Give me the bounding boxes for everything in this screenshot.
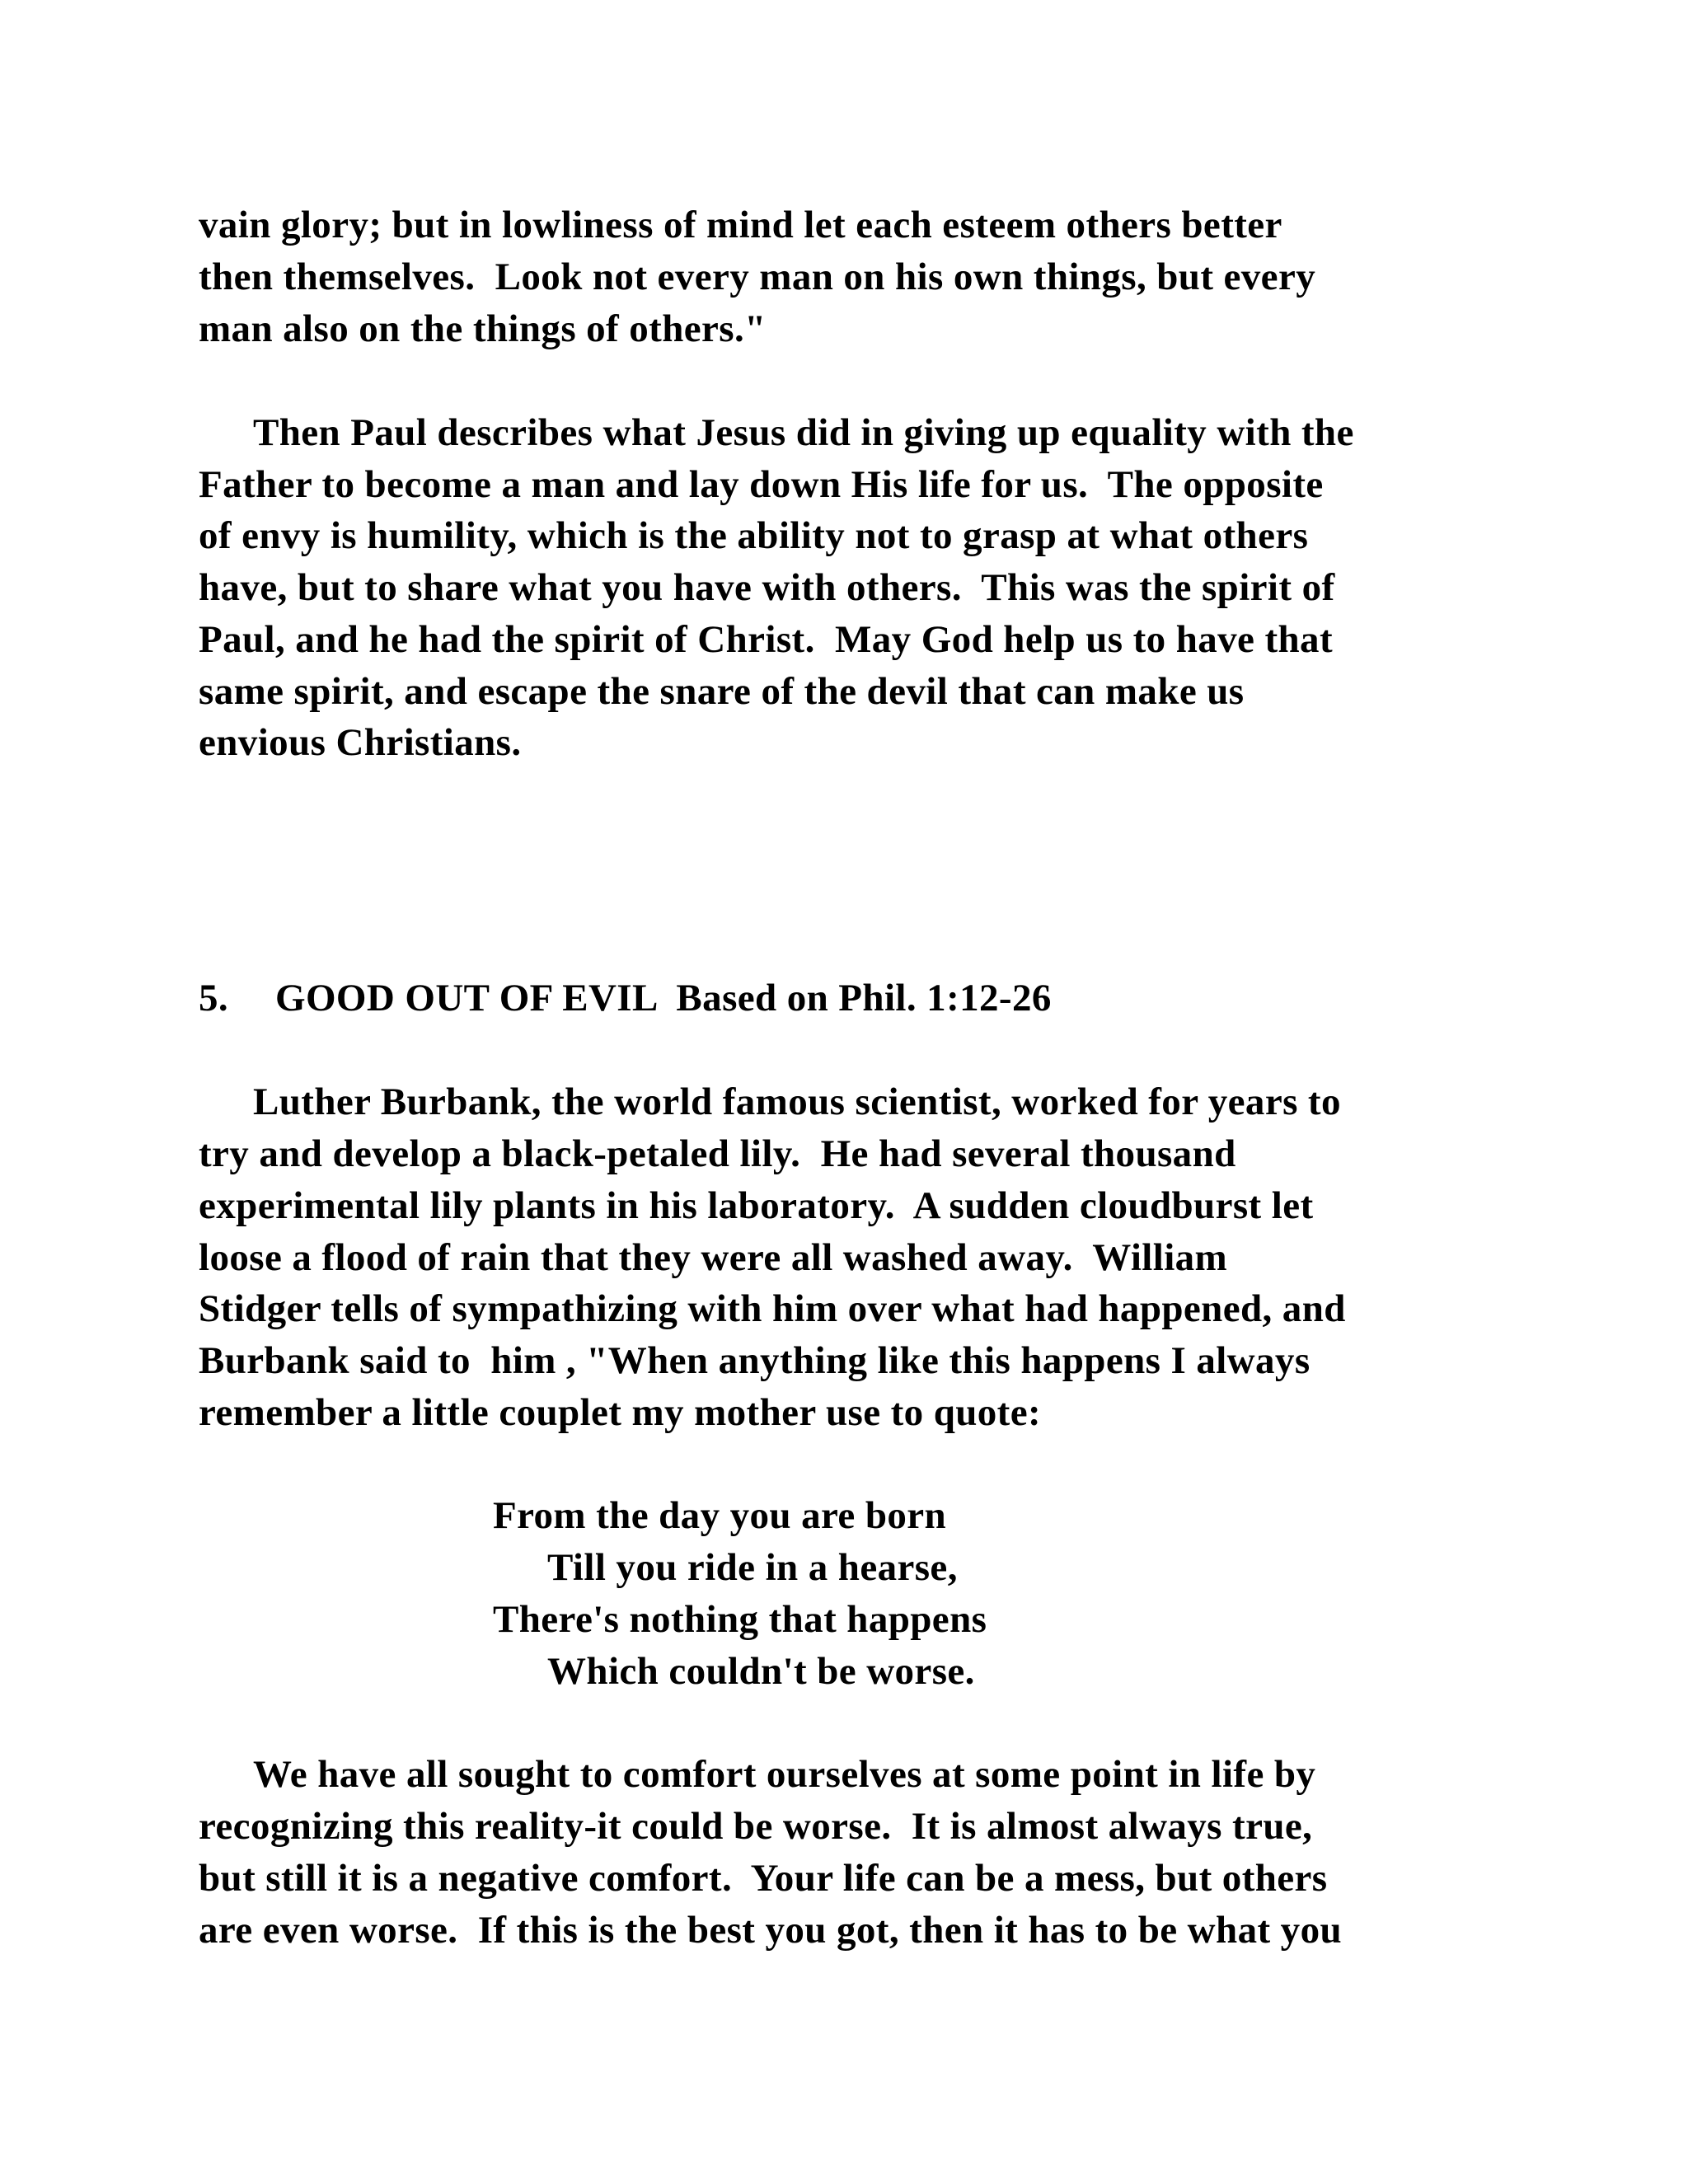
section-heading: [199, 972, 1052, 1024]
paragraph-2-line-6: same spirit, and escape the snare of the devil that can make us: [199, 670, 1245, 713]
verse-line-3: There's nothing that happens: [493, 1598, 987, 1641]
paragraph-3-line-4: loose a flood of rain that they were all washed away. William: [199, 1236, 1228, 1279]
paragraph-3-line-1: Luther Burbank, the world famous scientist, worked for years to: [253, 1080, 1341, 1123]
paragraph-4-line-2: recognizing this reality-it could be worse. It is almost always true,: [199, 1805, 1313, 1848]
paragraph-1-line-2: then themselves. Look not every man on his own things, but every: [199, 255, 1316, 298]
paragraph-4-line-1: We have all sought to comfort ourselves at some point in life by: [253, 1753, 1316, 1796]
paragraph-4-line-3: but still it is a negative comfort. Your life can be a mess, but others: [199, 1857, 1328, 1900]
paragraph-3-line-6: Burbank said to him , "When anything like this happens I always: [199, 1339, 1311, 1382]
paragraph-3-line-7: remember a little couplet my mother use to quote:: [199, 1391, 1042, 1434]
section-number: 5.: [199, 977, 229, 1019]
paragraph-2-line-2: Father to become a man and lay down His life for us. The opposite: [199, 463, 1324, 506]
paragraph-2-line-1: Then Paul describes what Jesus did in giving up equality with the: [253, 411, 1354, 454]
paragraph-2-line-5: Paul, and he had the spirit of Christ. May God help us to have that: [199, 618, 1333, 661]
verse-line-2: Till you ride in a hearse,: [547, 1546, 958, 1589]
paragraph-3-line-5: Stidger tells of sympathizing with him over what had happened, and: [199, 1287, 1346, 1330]
paragraph-3-line-3: experimental lily plants in his laboratory. A sudden cloudburst let: [199, 1184, 1314, 1227]
verse-line-4: Which couldn't be worse.: [547, 1650, 975, 1693]
paragraph-2-line-4: have, but to share what you have with others. This was the spirit of: [199, 566, 1335, 609]
paragraph-2-line-3: of envy is humility, which is the ability not to grasp at what others: [199, 514, 1309, 557]
paragraph-4-line-4: are even worse. If this is the best you got, then it has to be what you: [199, 1909, 1343, 1952]
paragraph-1-line-3: man also on the things of others.": [199, 307, 767, 350]
paragraph-3-line-2: try and develop a black-petaled lily. He had several thousand: [199, 1132, 1236, 1175]
section-title: GOOD OUT OF EVIL Based on Phil. 1:12-26: [275, 977, 1052, 1019]
paragraph-2-line-7: envious Christians.: [199, 721, 522, 764]
verse-line-1: From the day you are born: [493, 1494, 947, 1537]
paragraph-1-line-1: vain glory; but in lowliness of mind let each esteem others better: [199, 204, 1282, 246]
